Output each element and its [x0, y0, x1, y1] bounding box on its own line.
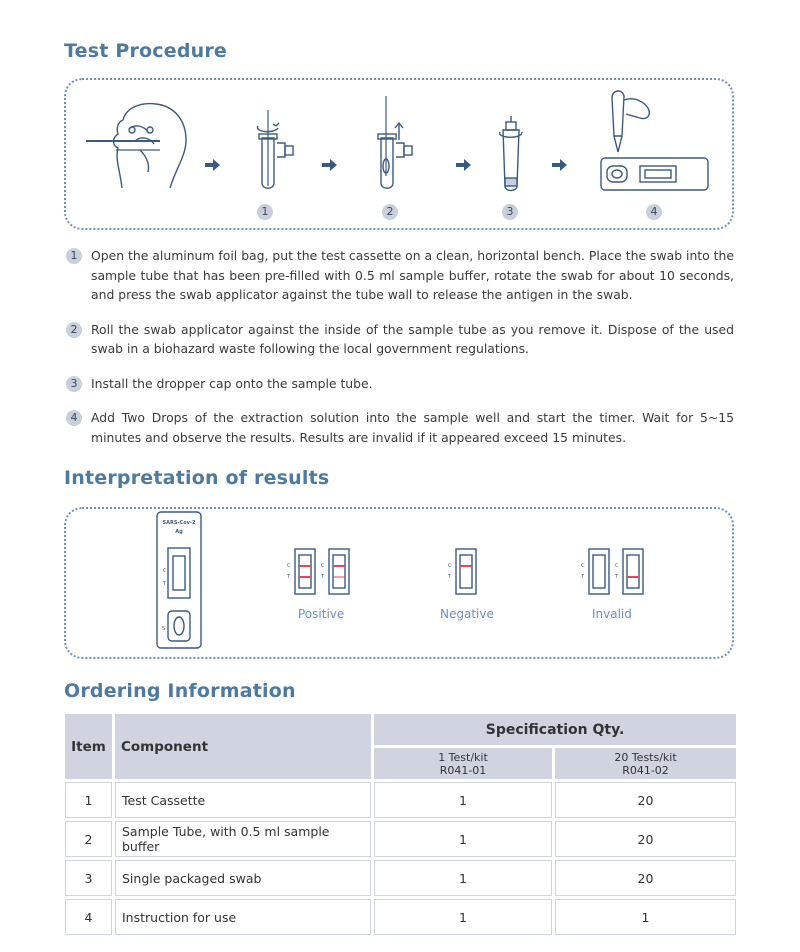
cassette-brand: SARS-Cov-2	[162, 520, 196, 526]
cell-component: Test Cassette	[115, 782, 371, 818]
sub-header-code: R041-02	[622, 763, 669, 777]
figure-step-1-badge: 1	[257, 204, 273, 220]
result-invalid-label: Invalid	[592, 607, 632, 621]
t-label: T	[287, 574, 291, 580]
cell-qty-20: 1	[555, 899, 736, 935]
ordering-table	[62, 711, 739, 938]
t-label: T	[581, 574, 585, 580]
c-label: C	[321, 563, 325, 569]
t-label: T	[321, 574, 325, 580]
cell-qty-20: 20	[555, 821, 736, 857]
c-label: C	[287, 563, 291, 569]
cassette-type: Ag	[175, 529, 183, 535]
cell-component: Sample Tube, with 0.5 ml sample buffer	[115, 821, 371, 857]
figure-step-3-badge: 3	[502, 204, 518, 220]
cell-qty-1: 1	[374, 860, 552, 896]
sample-well-label: S	[162, 626, 166, 632]
step-number: 2	[66, 322, 82, 338]
invalid-strips	[580, 549, 643, 594]
negative-strip	[447, 549, 476, 594]
positive-strips	[286, 549, 349, 594]
test-cassette-illustration	[157, 512, 201, 648]
step-number: 3	[66, 376, 82, 392]
c-label: C	[615, 563, 619, 569]
cell-item: 1	[65, 782, 112, 818]
step-text: Install the dropper cap onto the sample tube.	[91, 375, 373, 391]
cell-component: Single packaged swab	[115, 860, 371, 896]
cell-qty-20: 20	[555, 860, 736, 896]
table-row	[65, 782, 736, 818]
cell-item: 4	[65, 899, 112, 935]
result-positive-label: Positive	[298, 607, 345, 621]
table-row	[65, 860, 736, 896]
cell-qty-1: 1	[374, 782, 552, 818]
step-number: 1	[66, 248, 82, 264]
cell-item: 3	[65, 860, 112, 896]
header-spec: Specification Qty.	[374, 714, 736, 745]
figure-step-2-badge: 2	[382, 204, 398, 220]
line-label-c: C	[163, 568, 167, 574]
cell-qty-1: 1	[374, 821, 552, 857]
c-label: C	[581, 563, 585, 569]
table-row	[65, 821, 736, 857]
sub-header-code: R041-01	[439, 763, 487, 777]
ordering-heading: Ordering Information	[64, 680, 296, 702]
t-label: T	[448, 574, 452, 580]
figure-step-4-badge: 4	[646, 204, 662, 220]
cell-qty-20: 20	[555, 782, 736, 818]
cell-qty-1: 1	[374, 899, 552, 935]
header-component: Component	[115, 714, 371, 779]
header-item: Item	[65, 714, 112, 779]
result-negative-label: Negative	[440, 607, 494, 621]
cell-item: 2	[65, 821, 112, 857]
test-procedure-heading: Test Procedure	[64, 40, 228, 62]
step-text: Roll the swab applicator against the inside of the sample tube as you remove it. Dispose of the used swab in a biohazard waste following the local government regulations.	[91, 321, 734, 356]
step-text: Open the aluminum foil bag, put the test cassette on a clean, horizontal bench. Place the swab into the sample tube that has been pre-filled with 0.5 ml sample buffer, rotate the swab for about 10 seconds, and press the swab applicator against the tube wall to release the antigen in the swab.	[91, 248, 735, 302]
t-label: T	[615, 574, 619, 580]
step-number: 4	[66, 410, 82, 426]
line-label-t: T	[163, 581, 167, 587]
table-row	[65, 899, 736, 935]
sub-header-line: 1 Test/kit	[438, 750, 488, 764]
cell-component: Instruction for use	[115, 899, 371, 935]
interpretation-heading: Interpretation of results	[64, 467, 330, 489]
header-sub-1test	[374, 748, 552, 779]
header-sub-20tests	[555, 748, 736, 779]
c-label: C	[448, 563, 452, 569]
step-text: Add Two Drops of the extraction solution into the sample well and start the timer. Wait for 5~15 minutes and observe the results. Results are invalid if it appeared exceed 15 minutes.	[91, 410, 734, 445]
sub-header-line: 20 Tests/kit	[614, 750, 677, 764]
